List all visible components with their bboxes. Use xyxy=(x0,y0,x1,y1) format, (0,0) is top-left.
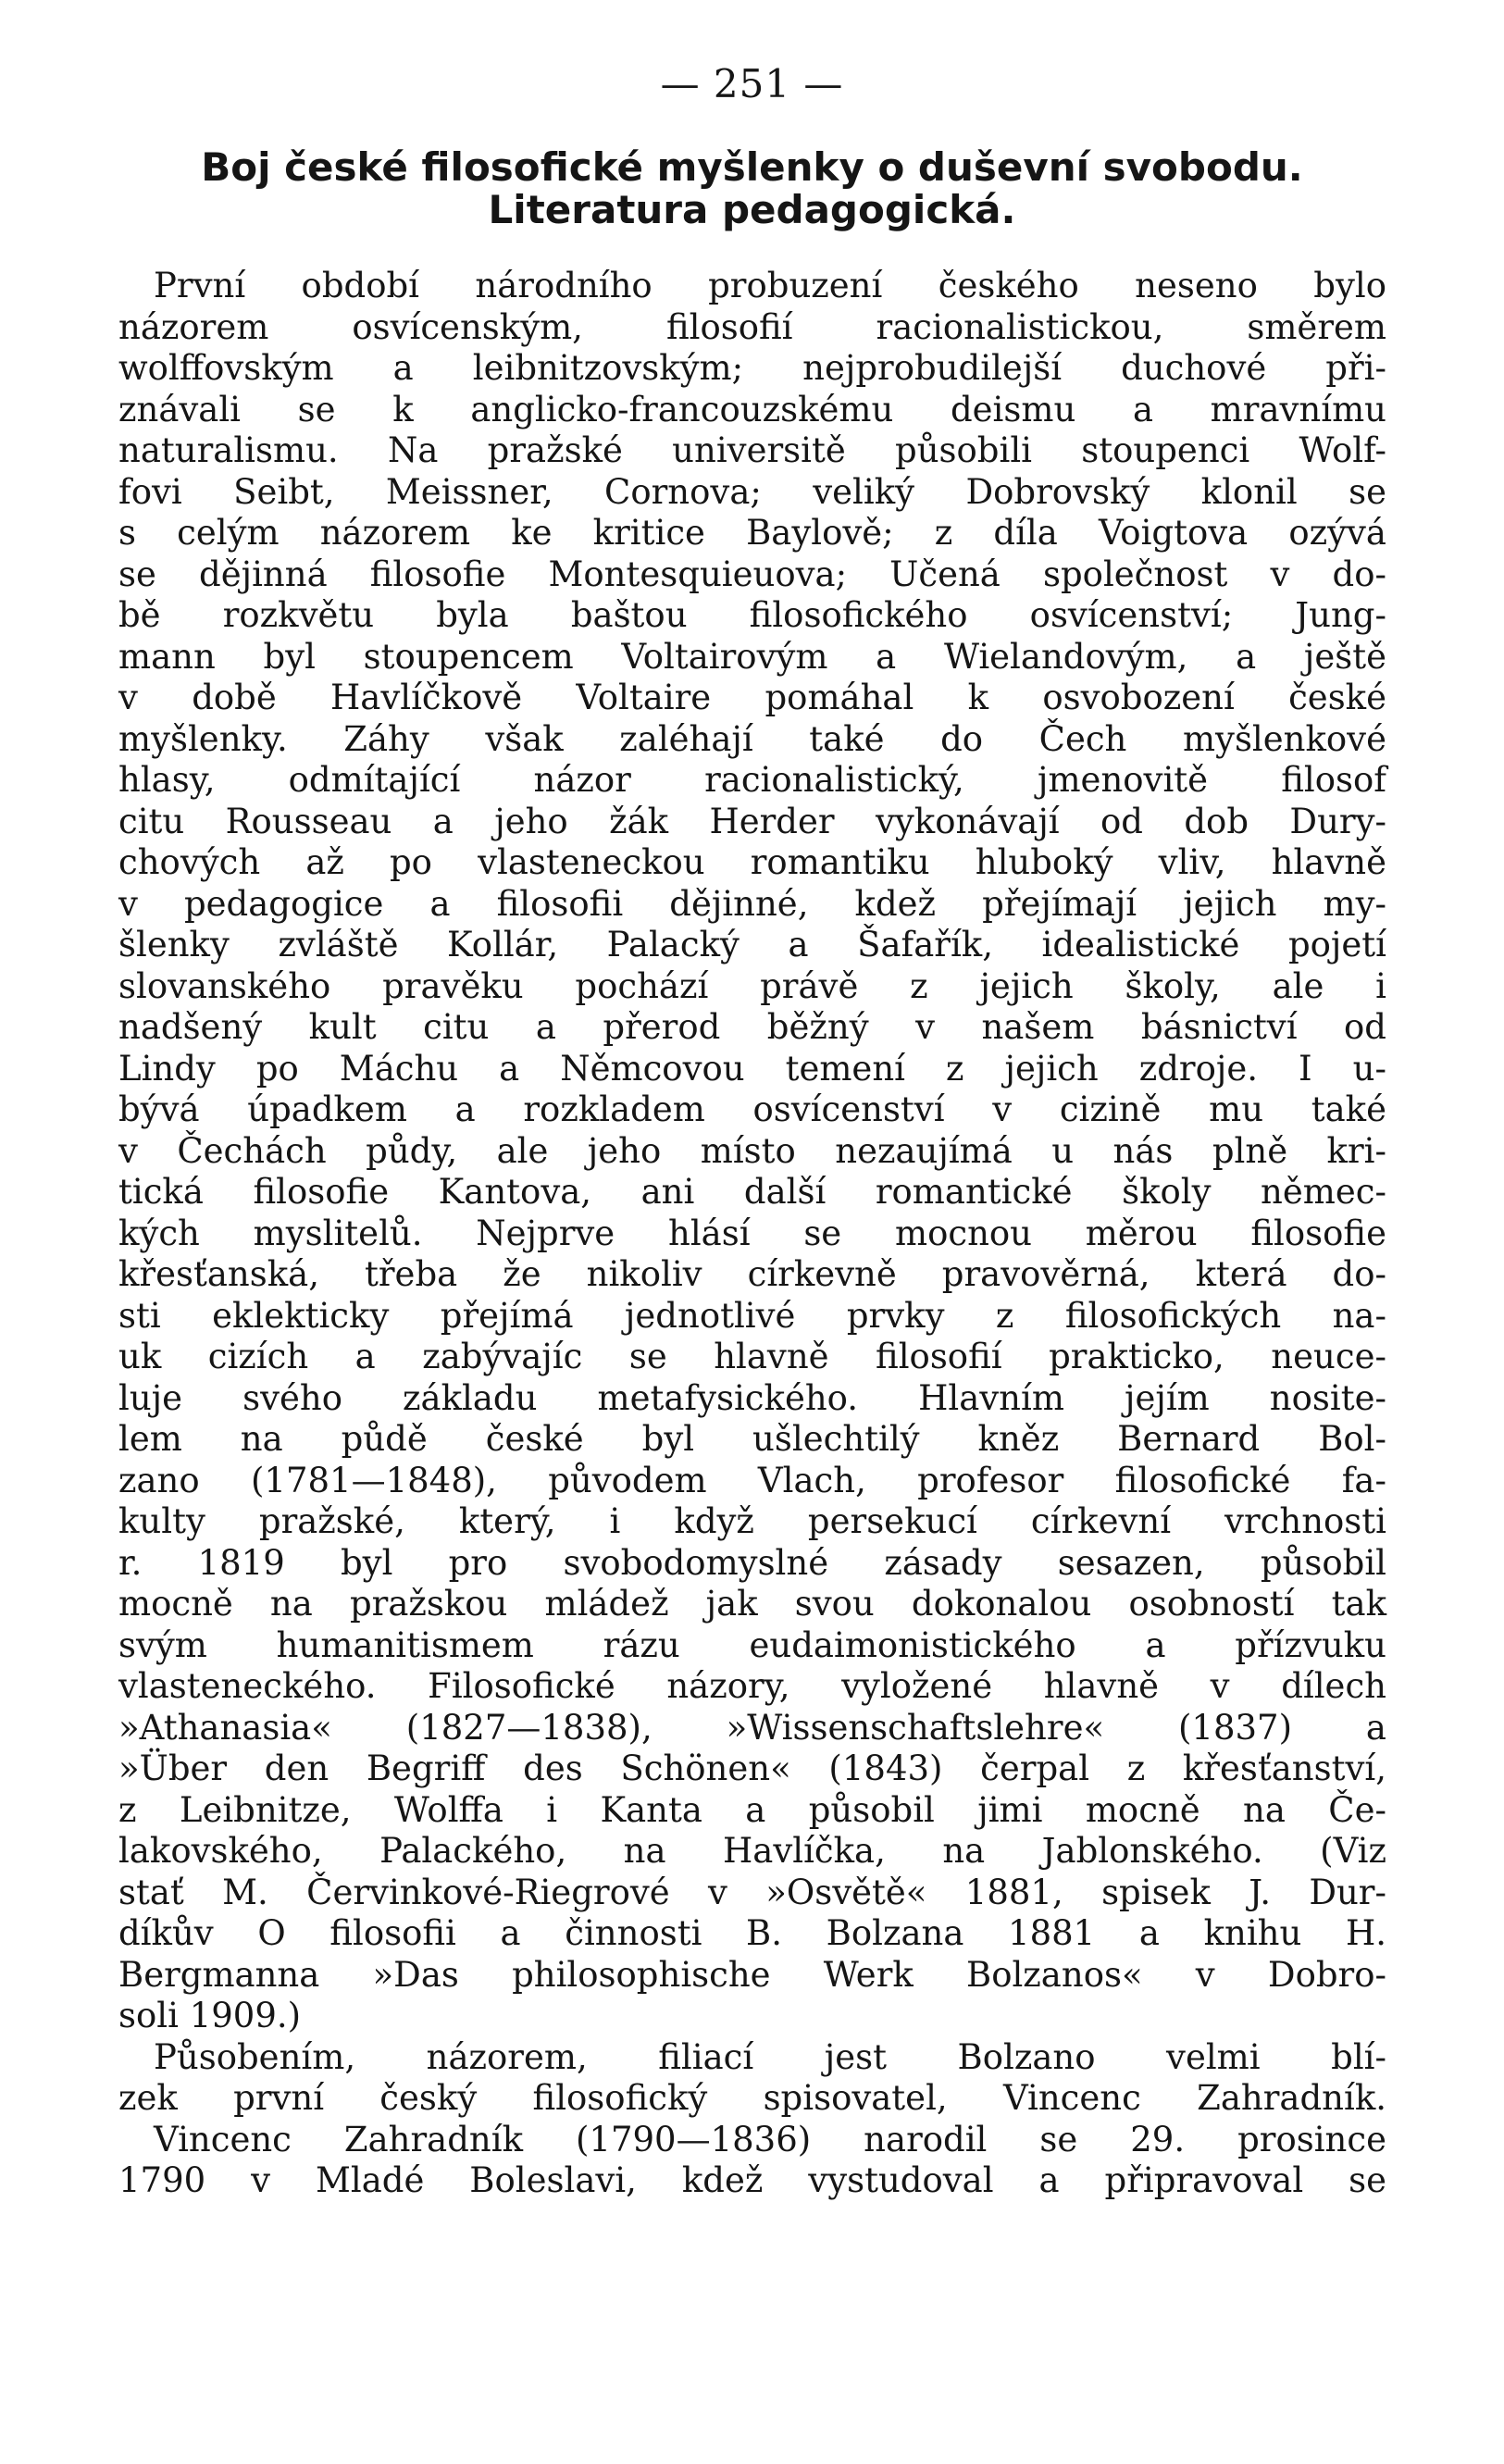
text-line: uk cizích a zabývajíc se hlavně filosofií prakticko, neuce- xyxy=(118,1337,1386,1376)
text-line: hlasy, odmítající názor racionalistický, jmenovitě filosof xyxy=(118,760,1386,800)
text-line: soli 1909.) xyxy=(118,1996,302,2035)
text-line: myšlenky. Záhy však zaléhají také do Čech myšlenkové xyxy=(118,718,1386,759)
heading-line-1: Boj české filosofické myšlenky o duševní svobodu. xyxy=(201,144,1303,190)
text-line: znávali se k anglicko-francouzskému deismu a mravnímu xyxy=(118,389,1386,429)
text-line: z Leibnitze, Wolffa i Kanta a působil jimi mocně na Če- xyxy=(118,1789,1386,1830)
text-line: bývá úpadkem a rozkladem osvícenství v cizině mu také xyxy=(118,1089,1386,1129)
text-line: »Athanasia« (1827—1838), »Wissenschaftslehre« (1837) a xyxy=(118,1707,1386,1748)
text-line: stať M. Červinkové-Riegrové v »Osvětě« 1881, spisek J. Dur- xyxy=(118,1872,1386,1912)
text-line: zek první český filosofický spisovatel, Vincenc Zahradník. xyxy=(118,2078,1386,2118)
text-line: sti eklekticky přejímá jednotlivé prvky z filosofických na- xyxy=(118,1295,1386,1336)
text-line: Působením, názorem, filiací jest Bolzano velmi blí- xyxy=(154,2036,1386,2077)
text-line: naturalismu. Na pražské universitě působili stoupenci Wolf- xyxy=(118,430,1386,470)
text-line: v pedagogice a filosofii dějinné, kdež přejímají jejich my- xyxy=(118,883,1386,924)
text-line: zano (1781—1848), původem Vlach, profesor filosofické fa- xyxy=(118,1460,1386,1500)
text-line: chových až po vlasteneckou romantiku hluboký vliv, hlavně xyxy=(118,842,1386,882)
text-line: díkův O filosofii a činnosti B. Bolzana 1881 a knihu H. xyxy=(118,1913,1386,1953)
text-line: slovanského pravěku pochází právě z jejich školy, ale i xyxy=(118,965,1386,1006)
text-line: wolffovským a leibnitzovským; nejprobudilejší duchové při- xyxy=(118,348,1386,388)
text-line: Lindy po Máchu a Němcovou temení z jejich zdroje. I u- xyxy=(118,1048,1386,1089)
text-line: nadšený kult citu a přerod běžný v našem básnictví od xyxy=(118,1007,1386,1047)
text-line: luje svého základu metafysického. Hlavním jejím nosite- xyxy=(118,1377,1386,1418)
text-line: se dějinná filosofie Montesquieuova; Učená společnost v do- xyxy=(118,554,1386,594)
text-line: lakovského, Palackého, na Havlíčka, na Jablonského. (Viz xyxy=(118,1831,1386,1871)
text-line: v době Havlíčkově Voltaire pomáhal k osvobození české xyxy=(118,678,1386,717)
text-line: mocně na pražskou mládež jak svou dokonalou osobností tak xyxy=(118,1584,1386,1624)
text-line: Bergmanna »Das philosophische Werk Bolzanos« v Dobro- xyxy=(118,1954,1386,1995)
page-number: — 251 — xyxy=(660,61,844,106)
text-line: 1790 v Mladé Boleslavi, kdež vystudoval a připravoval se xyxy=(118,2160,1386,2200)
text-line: vlasteneckého. Filosofické názory, vyložené hlavně v dílech xyxy=(118,1666,1386,1706)
text-line: názorem osvícenským, filosofií racionalistickou, směrem xyxy=(118,306,1386,347)
text-line: svým humanitismem rázu eudaimonistického a přízvuku xyxy=(118,1624,1386,1665)
text-line: kých myslitelů. Nejprve hlásí se mocnou měrou filosofie xyxy=(118,1213,1386,1253)
text-line: citu Rousseau a jeho žák Herder vykonávají od dob Dury- xyxy=(118,801,1386,841)
text-line: »Über den Begriff des Schönen« (1843) čerpal z křesťanství, xyxy=(118,1748,1386,1788)
text-line: Vincenc Zahradník (1790—1836) narodil se 29. prosince xyxy=(154,2119,1386,2159)
text-line: lem na půdě české byl ušlechtilý kněz Bernard Bol- xyxy=(118,1419,1386,1459)
text-line: tická filosofie Kantova, ani další romantické školy němec- xyxy=(118,1172,1386,1212)
chapter-heading xyxy=(0,146,1504,231)
text-line: bě rozkvětu byla baštou filosofického osvícenství; Jung- xyxy=(118,595,1386,635)
heading-line-2: Literatura pedagogická. xyxy=(488,187,1016,232)
text-line: kulty pražské, který, i když persekucí církevní vrchnosti xyxy=(118,1501,1386,1541)
body-text xyxy=(118,266,1386,2202)
text-line: fovi Seibt, Meissner, Cornova; veliký Dobrovský klonil se xyxy=(118,471,1386,512)
text-line: mann byl stoupencem Voltairovým a Wielandovým, a ještě xyxy=(118,636,1386,677)
text-line: křesťanská, třeba že nikoliv církevně pravověrná, která do- xyxy=(118,1254,1386,1294)
text-line: šlenky zvláště Kollár, Palacký a Šafařík, idealistické pojetí xyxy=(118,925,1386,964)
text-line: r. 1819 byl pro svobodomyslné zásady sesazen, působil xyxy=(118,1542,1386,1583)
text-line: s celým názorem ke kritice Baylově; z díla Voigtova ozývá xyxy=(118,513,1386,553)
text-line: První období národního probuzení českého neseno bylo xyxy=(154,266,1386,305)
text-line: v Čechách půdy, ale jeho místo nezaujímá u nás plně kri- xyxy=(118,1130,1386,1171)
